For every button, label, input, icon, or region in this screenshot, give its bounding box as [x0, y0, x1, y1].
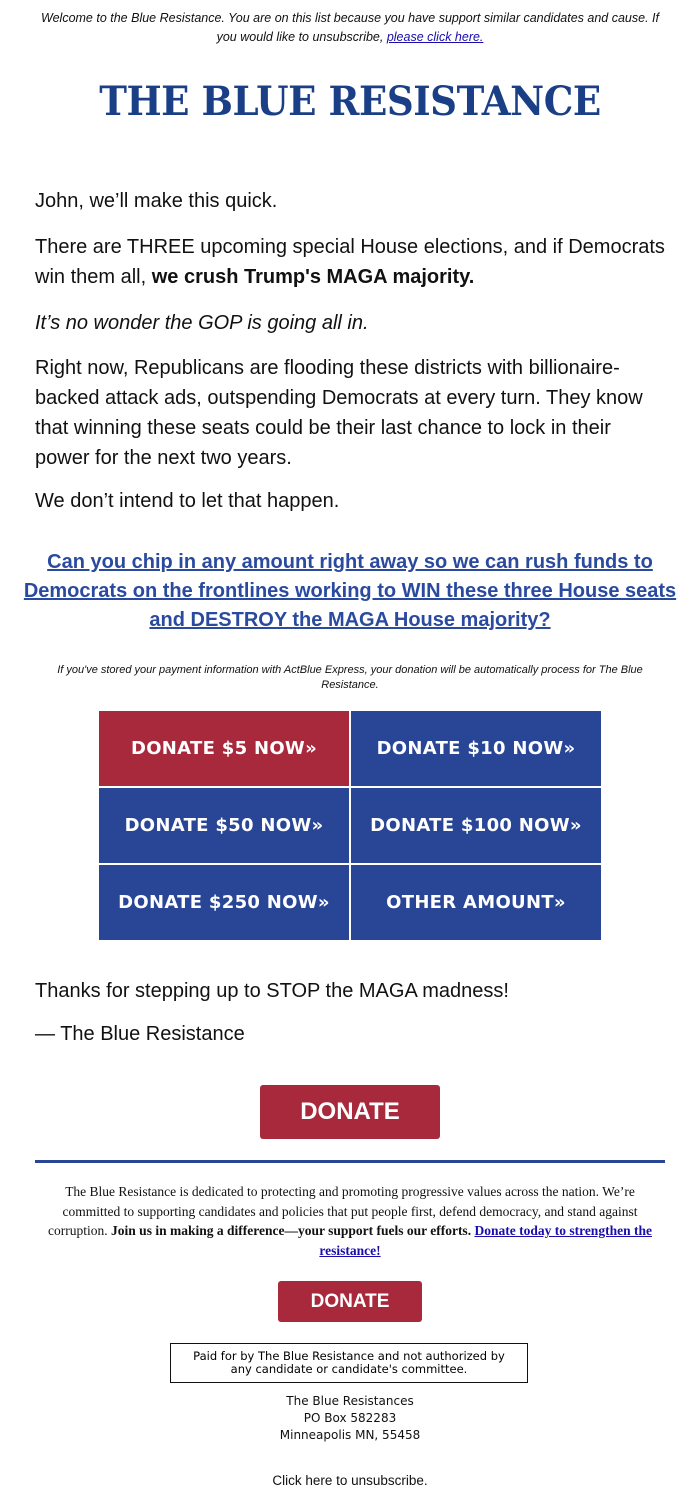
paragraph-intent: We don’t intend to let that happen. — [35, 490, 340, 512]
paragraph-republicans: Right now, Republicans are flooding these districts with billionaire-backed attack ads, outspending Democrats at every turn. They know that winning these seats could be their last chance to lock in their power for the next two years. — [35, 357, 643, 469]
paragraph-elections-bold: we crush Trump's MAGA majority. — [151, 266, 475, 288]
preheader — [40, 9, 660, 47]
preheader-text: Welcome to the Blue Resistance. You are on this list because you have support similar candidates and cause. If you would like to unsubscribe, — [41, 11, 659, 44]
donate-250-button[interactable]: DONATE $250 NOW» — [99, 865, 349, 940]
donate-button-grid — [99, 711, 601, 940]
donate-10-button[interactable]: DONATE $10 NOW» — [351, 711, 601, 786]
donate-50-button[interactable]: DONATE $50 NOW» — [99, 788, 349, 863]
actblue-express-note: If you've stored your payment information with ActBlue Express, your donation will be automatically process for The Blue Resistance. — [57, 664, 643, 691]
about-bold: Join us in making a difference—your support fuels our efforts. — [111, 1223, 475, 1238]
unsubscribe-link-top[interactable]: please click here. — [386, 30, 484, 44]
donate-5-button[interactable]: DONATE $5 NOW» — [99, 711, 349, 786]
thanks-text: Thanks for stepping up to STOP the MAGA madness! — [35, 980, 509, 1002]
address-line-2: PO Box 582283 — [303, 1411, 397, 1425]
paragraph-elections-text: There are THREE upcoming special House elections, and if Democrats win them all, — [35, 236, 665, 288]
greeting: John, we’ll make this quick. — [35, 190, 278, 212]
paid-for-text: Paid for by The Blue Resistance and not authorized by any candidate or candidate's committee. — [193, 1349, 505, 1376]
unsubscribe-link-bottom[interactable]: Click here to unsubscribe. — [272, 1473, 428, 1488]
paid-for-disclaimer — [170, 1343, 528, 1383]
logo: THE BLUE RESISTANCE — [99, 78, 601, 125]
divider — [35, 1160, 665, 1163]
mailing-address — [0, 1393, 700, 1444]
donate-footer-button[interactable]: DONATE — [278, 1281, 422, 1322]
paragraph-gop: It’s no wonder the GOP is going all in. — [35, 312, 369, 334]
paragraph-elections — [35, 232, 665, 292]
address-line-1: The Blue Resistances — [286, 1394, 414, 1408]
cta-donate-link[interactable]: Can you chip in any amount right away so we can rush funds to Democrats on the frontlines working to WIN these three House seats and DESTROY the MAGA House majority? — [23, 551, 677, 631]
about-text: The Blue Resistance is dedicated to protecting and promoting progressive values across the nation. We’re committed to supporting candidates and policies that put people first, defend democracy, and stand against corruption. — [48, 1184, 638, 1238]
about-donate-link[interactable]: Donate today to strengthen the resistance! — [319, 1223, 652, 1258]
signoff: — The Blue Resistance — [35, 1023, 245, 1045]
donate-other-amount-button[interactable]: OTHER AMOUNT» — [351, 865, 601, 940]
donate-100-button[interactable]: DONATE $100 NOW» — [351, 788, 601, 863]
address-line-3: Minneapolis MN, 55458 — [279, 1428, 421, 1442]
donate-main-button[interactable]: DONATE — [260, 1085, 440, 1139]
about-paragraph — [35, 1182, 665, 1260]
